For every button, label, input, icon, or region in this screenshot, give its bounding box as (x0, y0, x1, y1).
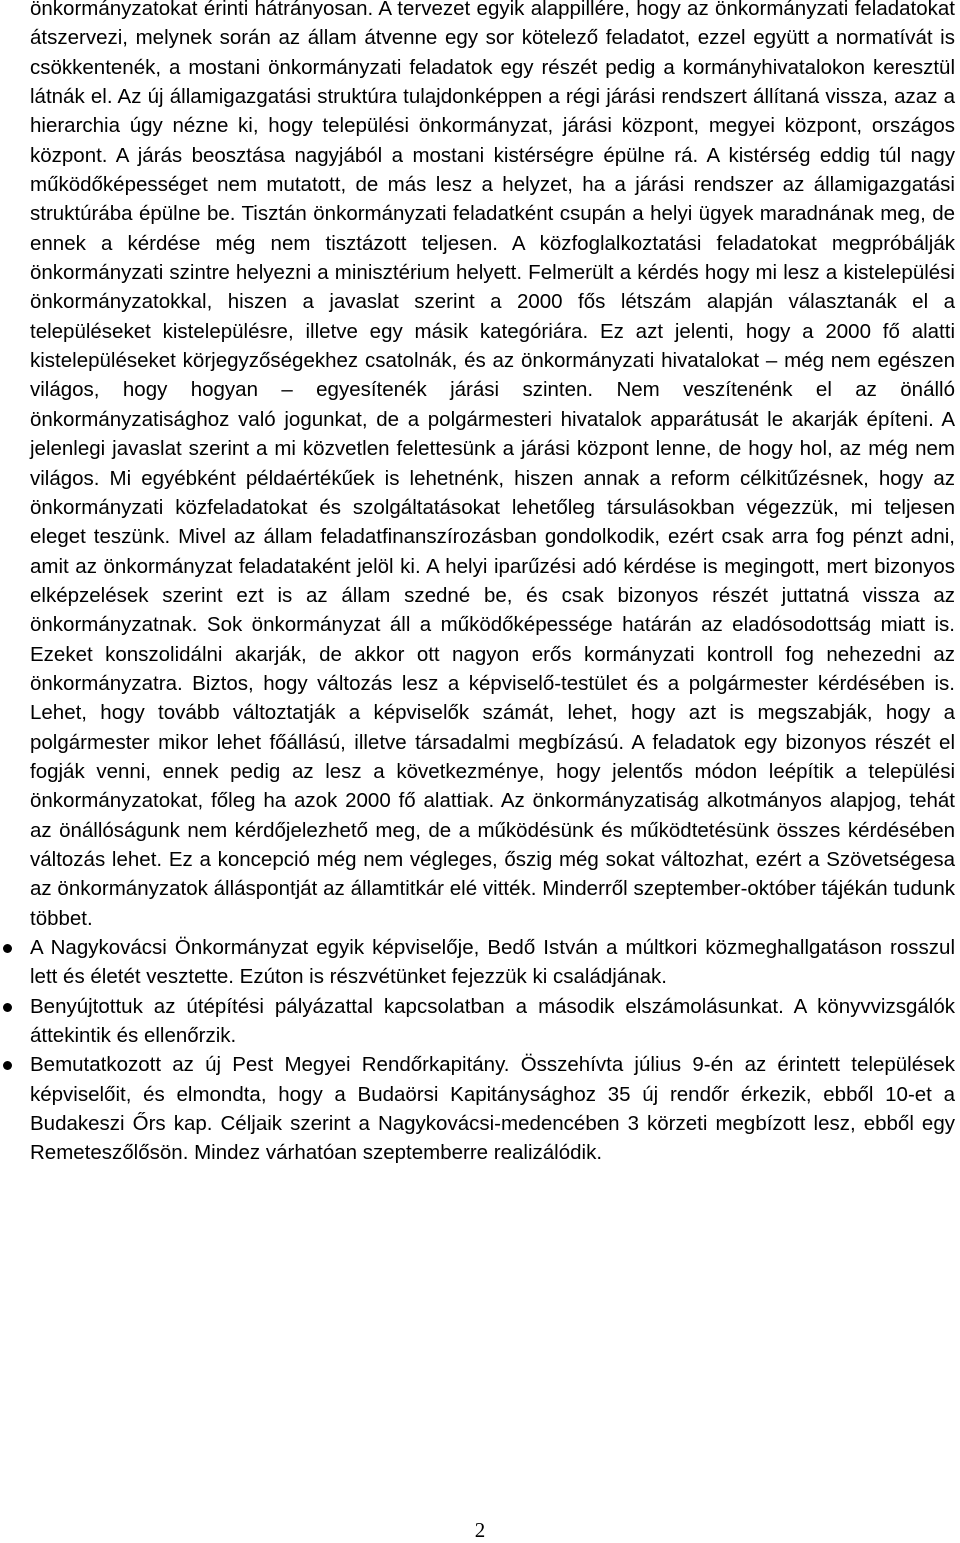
list-item-text: Bemutatkozott az új Pest Megyei Rendőrkapitány. Összehívta július 9-én az érintett települések képviselőit, és elmondta, hogy a Budaörsi Kapitánysághoz 35 új rendőr érkezik, ebből 10-et a Budakeszi Őrs kap. Céljaik szerint a Nagykovácsi-medencében 3 körzeti megbízott lesz, ebből egy Remeteszőlősön. Mindez várhatóan szeptemberre realizálódik. (30, 1053, 955, 1165)
bullet-icon (3, 1003, 12, 1012)
bullet-list (30, 933, 955, 1168)
bullet-icon (3, 1061, 12, 1070)
document-page (30, 0, 955, 1168)
bullet-icon (3, 944, 12, 953)
list-item-text: A Nagykovácsi Önkormányzat egyik képviselője, Bedő István a múltkori közmeghallgatáson rosszul lett és életét vesztette. Ezúton is részvétünket fejezzük ki családjának. (30, 936, 955, 989)
list-item (30, 992, 955, 1051)
body-paragraph: önkormányzatokat érinti hátrányosan. A tervezet egyik alappillére, hogy az önkormányzati feladatokat átszervezi, melynek során az állam átvenne egy sor kötelező feladatot, ezzel együtt a normatívát is csökkentenék, a mostani önkormányzati feladatok egy részét pedig a kormányhivatalokon keresztül látnák el. Az új államigazgatási struktúra tulajdonképpen a régi járási rendszert állítaná vissza, azaz a hierarchia úgy nézne ki, hogy települési önkormányzat, járási központ, megyei központ, országos központ. A járás beosztása nagyjából a mostani kistérségre épülne rá. A kistérség eddig túl nagy működőképességet nem mutatott, de más lesz a helyzet, ha a járási rendszer az államigazgatási struktúrába épülne be. Tisztán önkormányzati feladatként csupán a helyi ügyek maradnának meg, de ennek a kérdése még nem tisztázott teljesen. A közfoglalkoztatási feladatokat megpróbálják önkormányzati szintre helyezni a minisztérium helyett. Felmerült a kérdés hogy mi lesz a kistelepülési önkormányzatokkal, hiszen a javaslat szerint a 2000 fős létszám alapján választanák el a településeket kistelepülésre, illetve egy másik kategóriára. Ez azt jelenti, hogy a 2000 fő alatti kistelepüléseket körjegyzőségekhez csatolnák, és az önkormányzati hivatalokat – még nem egészen világos, hogy hogyan – egyesítenék járási szinten. Nem veszítenénk el az önálló önkormányzatisághoz való jogunkat, de a polgármesteri hivatalok apparátusát le akarják építeni. A jelenlegi javaslat szerint a mi közvetlen felettesünk a járási központ lenne, de hogy hol, az még nem világos. Mi egyébként példaértékűek is lehetnénk, hiszen annak a reform célkitűzésnek, hogy az önkormányzati közfeladatokat és szolgáltatásokat lehetőleg társulásokban végezzük, mi teljesen eleget teszünk. Mivel az állam feladatfinanszírozásban gondolkodik, ezért csak arra fog pénzt adni, amit az önkormányzat feladataként jelöl ki. A helyi iparűzési adó kérdése is megingott, mert bizonyos elképzelések szerint ezt is az állam szedné be, és csak bizonyos részét juttatná vissza az önkormányzatnak. Sok önkormányzat áll a működőképessége határán az eladósodottság miatt is. Ezeket konszolidálni akarják, de akkor ott nagyon erős kormányzati kontroll fog nehezedni az önkormányzatra. Biztos, hogy változás lesz a képviselő-testület és a polgármester kérdésében is. Lehet, hogy tovább változtatják a képviselők számát, lehet, hogy azt is megszabják, hogy a polgármester mikor lehet főállású, illetve társadalmi megbízású. A feladatok egy bizonyos részét el fogják venni, ennek pedig az lesz a következménye, hogy jelentős módon leépítik a települési önkormányzatokat, főleg ha azok 2000 fő alattiak. Az önkormányzatiság alkotmányos alapjog, tehát az önállóságunk nem kérdőjelezhető meg, de a működésünk és működtetésünk összes kérdésében változás lehet. Ez a koncepció még nem végleges, őszig még sokat változhat, ezért a Szövetségesa az önkormányzatok álláspontját az államtitkár elé vitték. Minderről szeptember-október tájékán tudunk többet. (30, 0, 955, 930)
list-item (30, 1050, 955, 1167)
list-item-text: Benyújtottuk az útépítési pályázattal kapcsolatban a második elszámolásunkat. A könyvvizsgálók áttekintik és ellenőrzik. (30, 994, 955, 1048)
page-number: 2 (474, 1518, 486, 1542)
list-item (30, 933, 955, 992)
